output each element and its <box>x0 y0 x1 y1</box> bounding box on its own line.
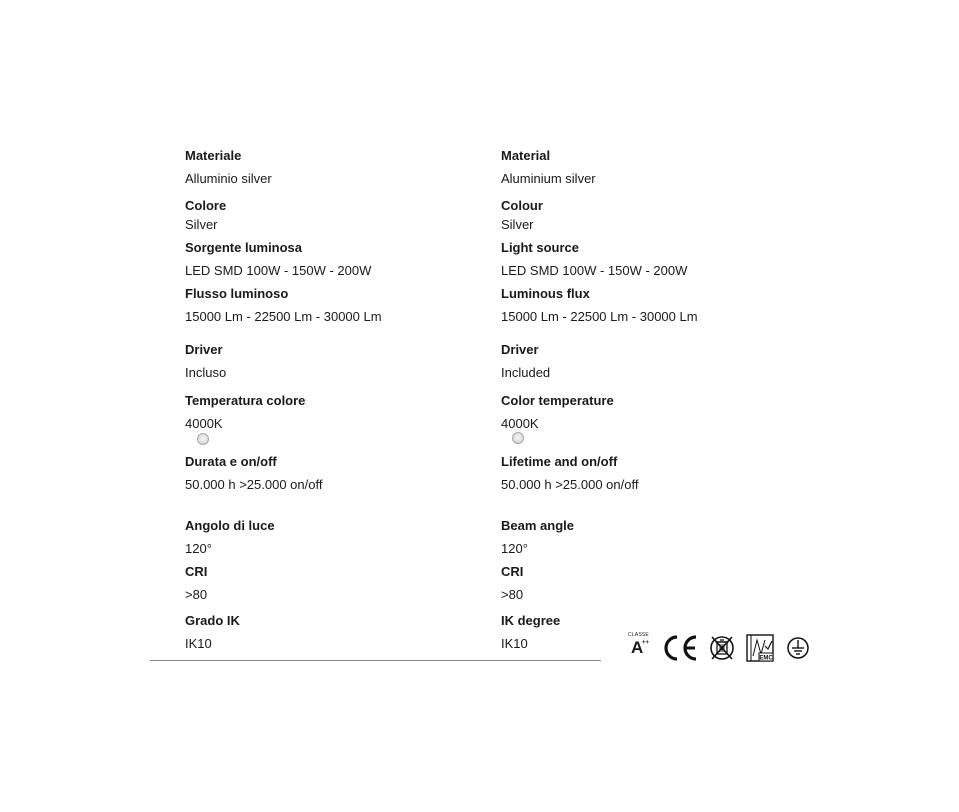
spec-label-lifetime: Durata e on/off <box>185 454 277 469</box>
spec-label-color-temperature: Temperatura colore <box>185 393 306 408</box>
spec-value-lifetime: 50.000 h >25.000 on/off <box>185 477 323 492</box>
footer-divider <box>150 660 601 661</box>
spec-value-cri: >80 <box>501 587 524 602</box>
spec-value-beam-angle: 120° <box>501 541 528 556</box>
spec-value-beam-angle: 120° <box>185 541 212 556</box>
spec-value-cri: >80 <box>185 587 208 602</box>
spec-label-driver: Driver <box>185 342 223 357</box>
spec-value-material: Alluminio silver <box>185 171 272 186</box>
spec-value-ik: IK10 <box>185 636 212 651</box>
spec-value-luminous-flux: 15000 Lm - 22500 Lm - 30000 Lm <box>185 309 382 324</box>
spec-label-driver: Driver <box>501 342 539 357</box>
spec-label-light-source: Sorgente luminosa <box>185 240 303 255</box>
energy-class-plus: ++ <box>642 640 650 646</box>
spec-value-material: Aluminium silver <box>501 171 596 186</box>
spec-label-color-temperature: Color temperature <box>501 393 614 408</box>
spec-label-beam-angle: Beam angle <box>501 518 574 533</box>
spec-value-color-temperature: 4000K <box>501 416 539 431</box>
spec-label-light-source: Light source <box>501 240 580 255</box>
spec-label-cri: CRI <box>501 564 524 579</box>
spec-label-ik: IK degree <box>501 613 561 628</box>
spec-label-cri: CRI <box>185 564 208 579</box>
spec-value-color-temperature: 4000K <box>185 416 223 431</box>
spec-label-colour: Colour <box>501 198 543 213</box>
emc-icon <box>745 632 775 664</box>
earth-ground-icon <box>786 632 810 664</box>
spec-value-ik: IK10 <box>501 636 528 651</box>
spec-label-lifetime: Lifetime and on/off <box>501 454 618 469</box>
spec-value-lifetime: 50.000 h >25.000 on/off <box>501 477 639 492</box>
energy-class-icon <box>628 632 652 664</box>
spec-value-light-source: LED SMD 100W - 150W - 200W <box>501 263 688 278</box>
energy-class-caption: CLASSE <box>628 632 649 638</box>
spec-value-driver: Included <box>501 365 551 380</box>
ce-mark-icon <box>661 632 699 664</box>
spec-label-material: Materiale <box>185 148 242 163</box>
color-temperature-swatch-icon <box>512 432 524 444</box>
spec-value-driver: Incluso <box>185 365 227 380</box>
spec-label-luminous-flux: Flusso luminoso <box>185 286 289 301</box>
spec-value-light-source: LED SMD 100W - 150W - 200W <box>185 263 372 278</box>
spec-label-luminous-flux: Luminous flux <box>501 286 590 301</box>
spec-value-colour: Silver <box>501 217 534 232</box>
color-temperature-swatch-icon <box>197 433 209 445</box>
spec-value-colour: Silver <box>185 217 218 232</box>
spec-label-beam-angle: Angolo di luce <box>185 518 275 533</box>
no-bin-weee-icon <box>708 632 736 664</box>
spec-label-ik: Grado IK <box>185 613 240 628</box>
emc-label: EMC <box>759 655 773 662</box>
spec-label-colour: Colore <box>185 198 227 213</box>
spec-label-material: Material <box>501 148 551 163</box>
energy-class-letter: A <box>631 638 644 657</box>
spec-value-luminous-flux: 15000 Lm - 22500 Lm - 30000 Lm <box>501 309 698 324</box>
